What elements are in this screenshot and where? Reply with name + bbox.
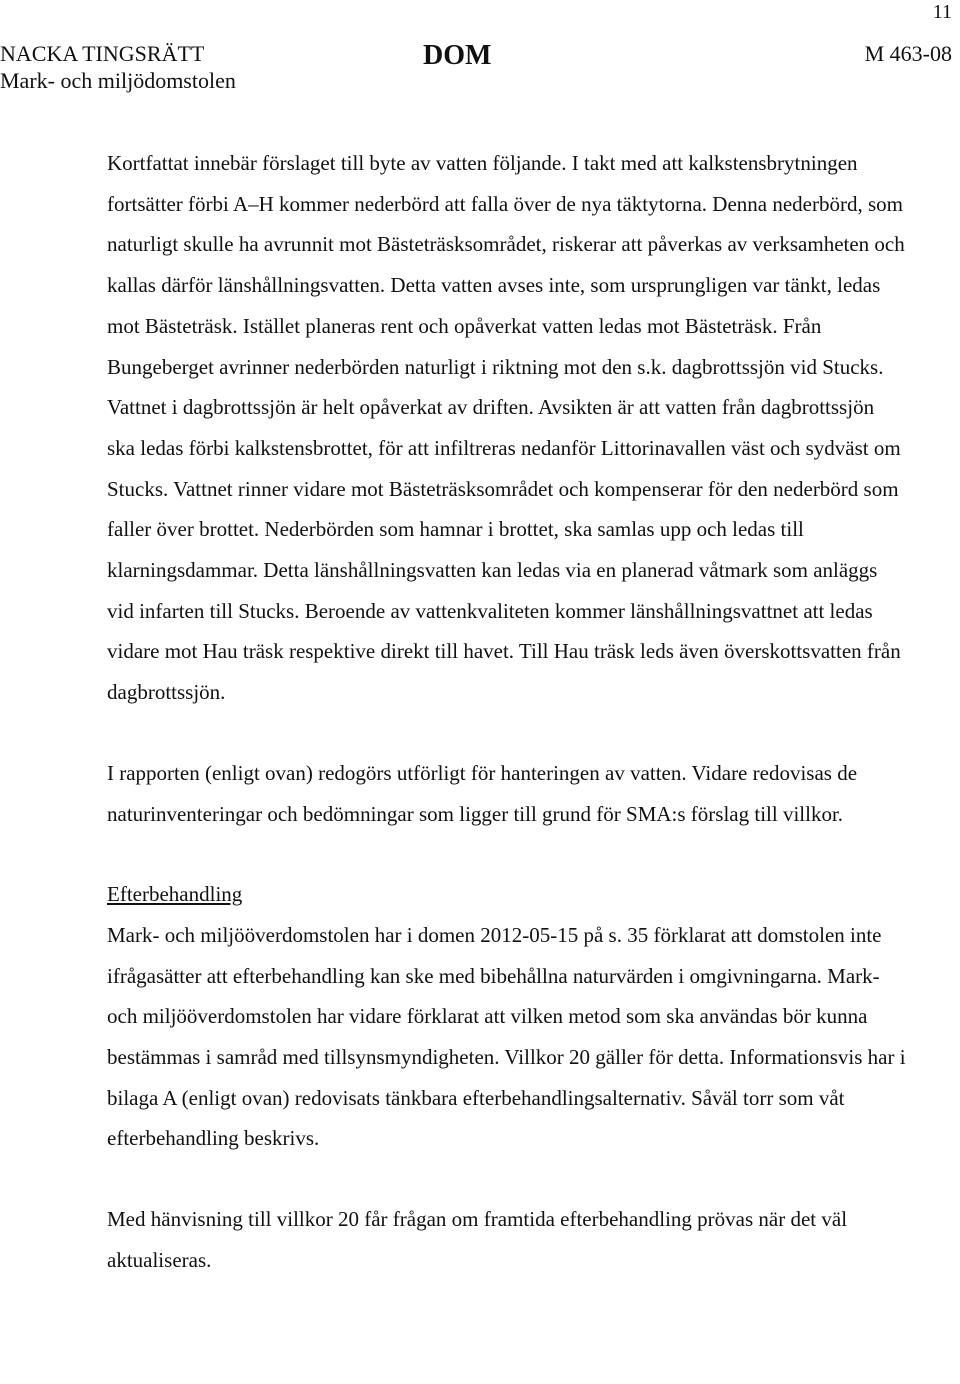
section-heading-efterbehandling: Efterbehandling (107, 882, 243, 907)
case-number: M 463-08 (864, 41, 952, 66)
header-court-block (0, 40, 236, 94)
paragraph-water-exchange: Kortfattat innebär förslaget till byte av vatten följande. I takt med att kalkstensbrytningen fortsätter förbi A–H kommer nederbörd att falla över de nya täktytorna. Denna nederbörd, som naturligt skulle ha avrunnit mot Bästeträsksområdet, riskerar att påverkas av verksamheten och kallas därför länshållningsvatten. Detta vatten avses inte, som ursprungligen var tänkt, ledas mot Bästeträsk. Istället planeras rent och opåverkat vatten ledas mot Bästeträsk. Från Bungeberget avrinner nederbörden naturligt i riktning mot den s.k. dagbrottssjön vid Stucks. Vattnet i dagbrottssjön är helt opåverkat av driften. Avsikten är att vatten från dagbrottssjön ska ledas förbi kalkstensbrottet, för att infiltreras nedanför Littorinavallen väst och sydväst om Stucks. Vattnet rinner vidare mot Bästeträsksområdet och kompenserar för den nederbörd som faller över brottet. Nederbörden som hamnar i brottet, ska samlas upp och ledas till klarningsdammar. Detta länshållningsvatten kan ledas via en planerad våtmark som anläggs vid infarten till Stucks. Beroende av vattenkvaliteten kommer länshållningsvattnet att ledas vidare mot Hau träsk respektive direkt till havet. Till Hau träsk leds även överskottsvatten från dagbrottssjön. (107, 151, 905, 705)
court-division: Mark- och miljödomstolen (0, 68, 236, 93)
document-header (0, 40, 960, 100)
court-name: NACKA TINGSRÄTT (0, 41, 205, 66)
page-number: 11 (932, 1, 952, 23)
document-body (107, 143, 907, 1281)
paragraph-report: I rapporten (enligt ovan) redogörs utförligt för hanteringen av vatten. Vidare redovisas de naturinventeringar och bedömningar som ligger till grund för SMA:s förslag till villkor. (107, 760, 858, 826)
paragraph-future-review: Med hänvisning till villkor 20 får frågan om framtida efterbehandling prövas när det väl aktualiseras. (107, 1207, 848, 1272)
paragraph-after-treatment: Mark- och miljööverdomstolen har i domen 2012-05-15 på s. 35 förklarat att domstolen inte ifrågasätter att efterbehandling kan ske med bibehållna naturvärden i omgivningarna. Mark- och miljööverdomstolen har vidare förklarat att vilken metod som ska användas bör kunna bestämmas i samråd med tillsynsmyndigheten. Villkor 20 gäller för detta. Informationsvis har i bilaga A (enligt ovan) redovisats tänkbara efterbehandlingsalternativ. Såväl torr som våt efterbehandling beskrivs. (107, 922, 906, 1151)
document-type: DOM (423, 40, 492, 71)
